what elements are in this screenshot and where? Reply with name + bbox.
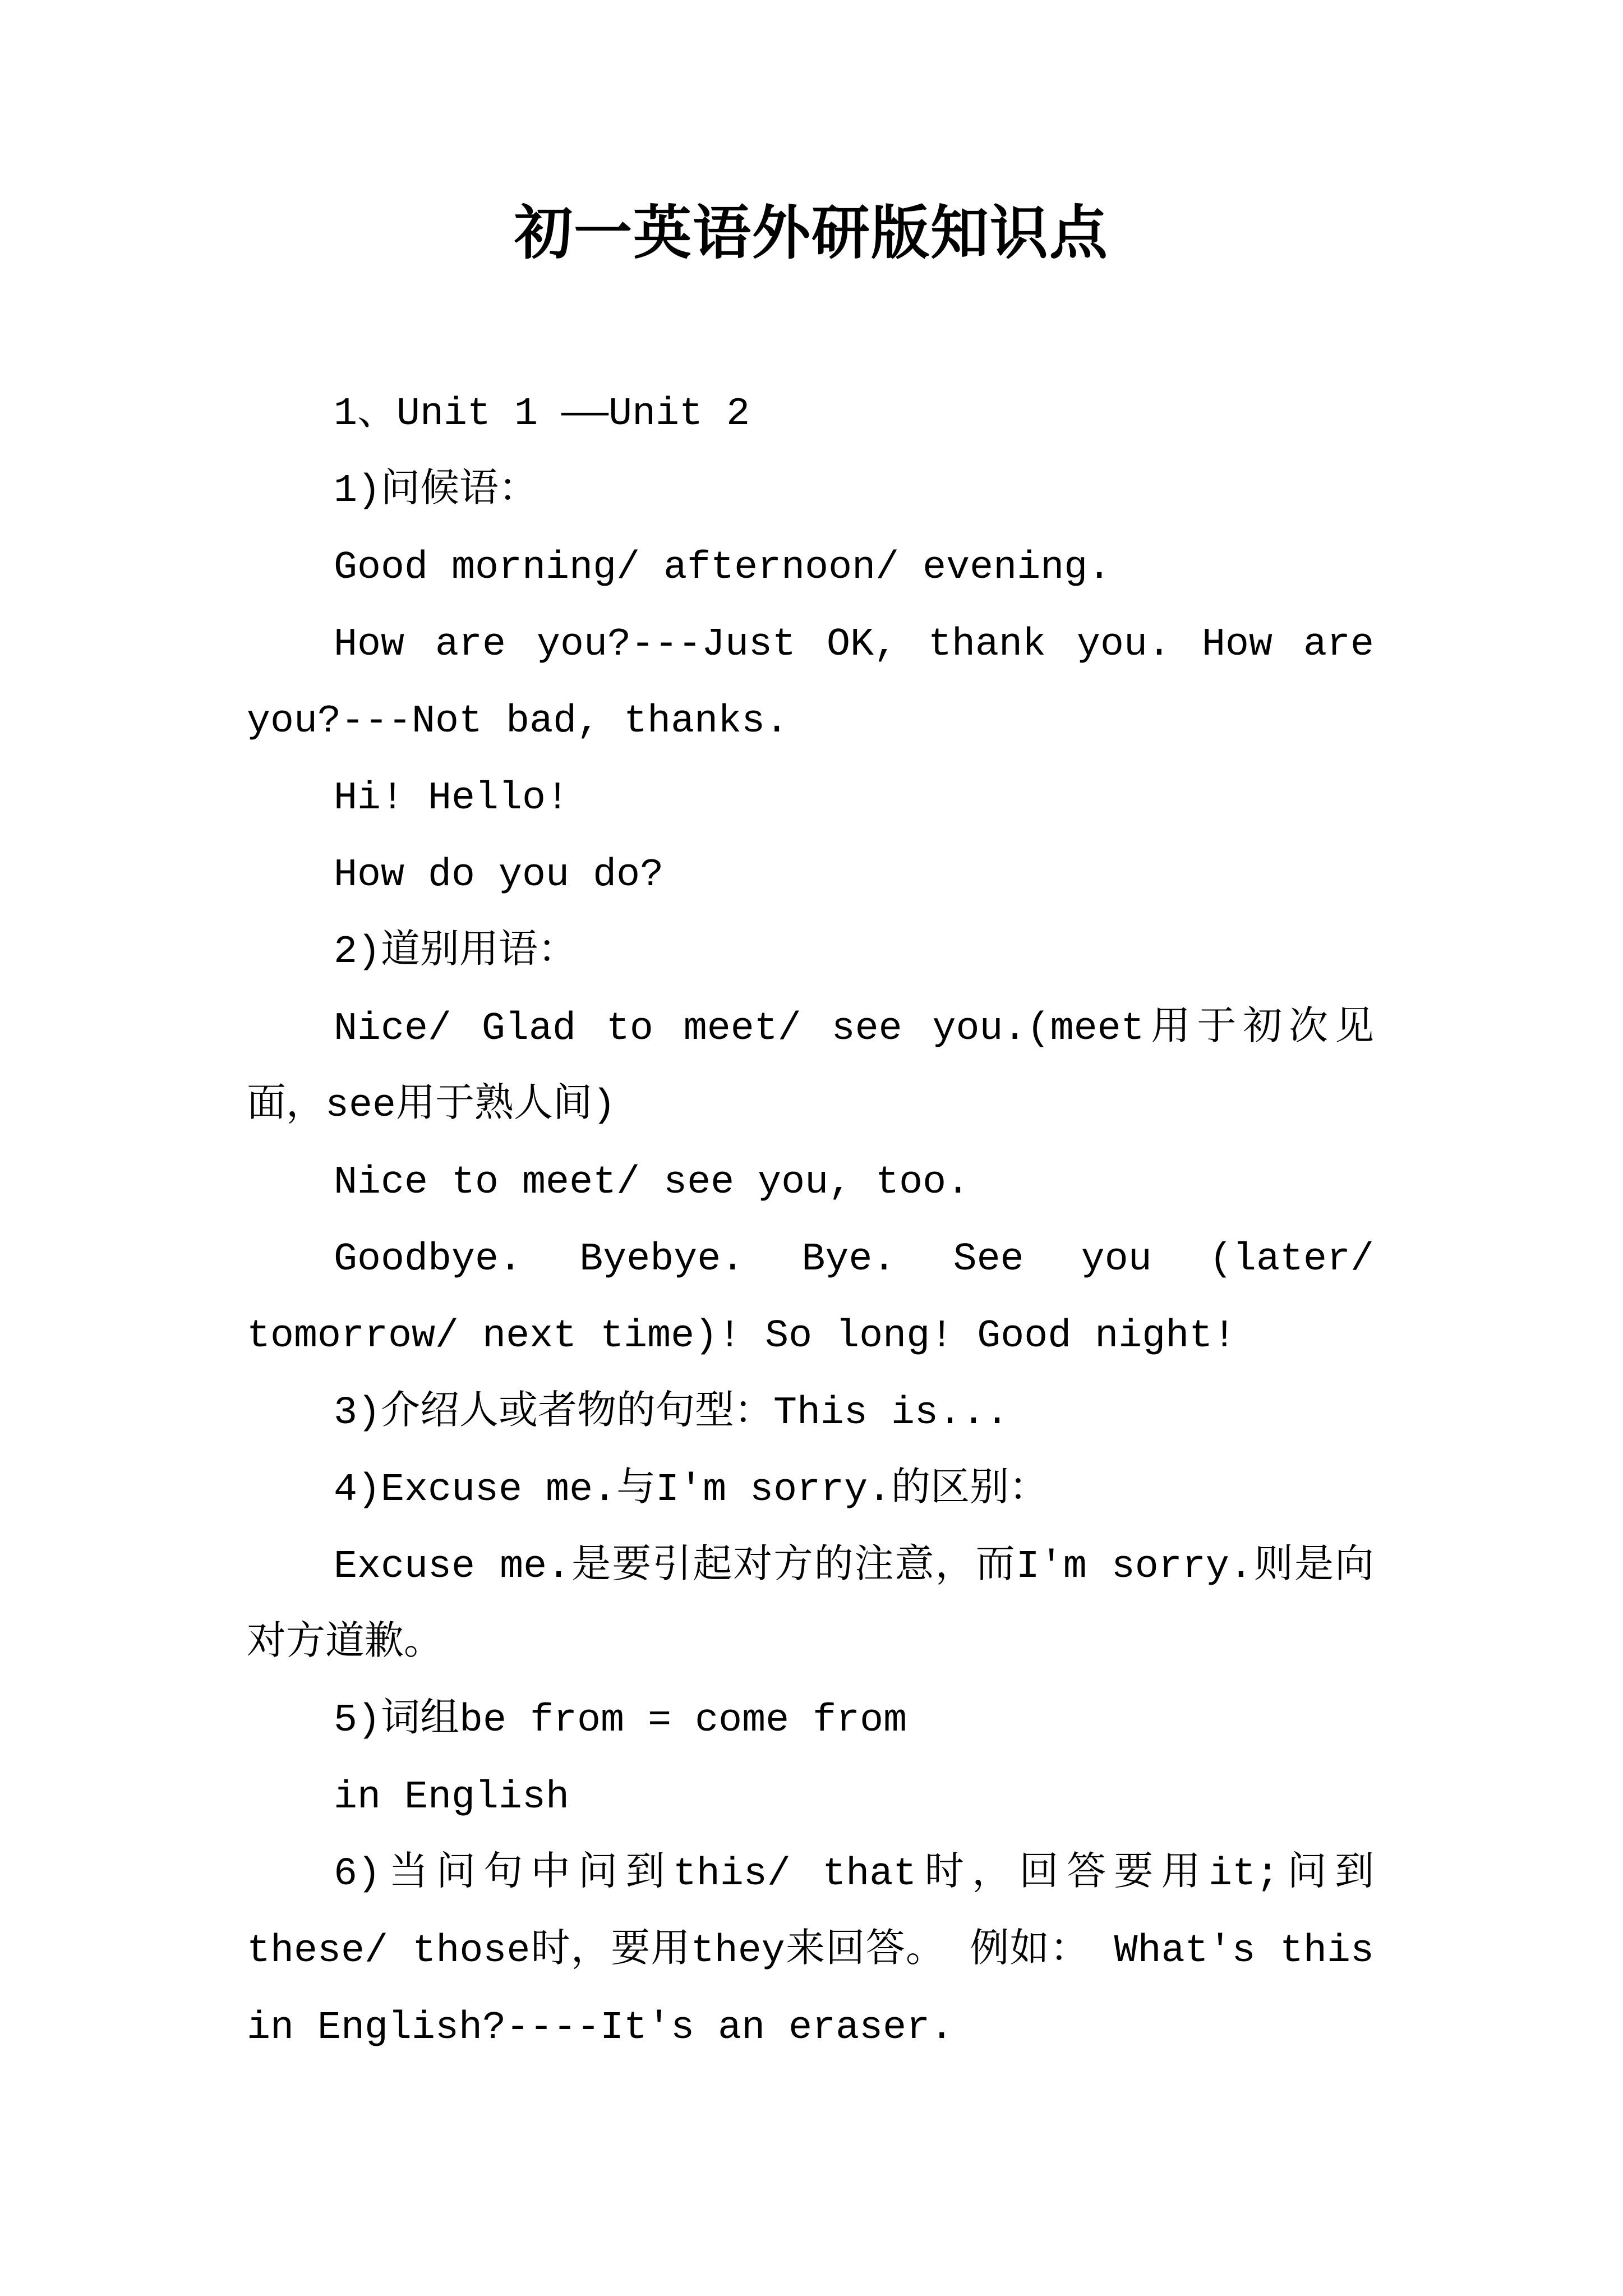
- paragraph-this-that-it-they: 6)当问句中问到this/ that时，回答要用it;问到these/ those时，要用they来回答。 例如： What's this in English?----It's an eraser.: [247, 1852, 1374, 2050]
- subheading-be-from: 5)词组be from = come from: [334, 1699, 907, 1743]
- document-title: 初一英语外研版知识点: [514, 198, 1109, 267]
- paragraph-goodbye: Goodbye. Byebye. Bye. See you (later/ tomorrow/ next time)! So long! Good night!: [247, 1237, 1374, 1359]
- subheading-excuse-me-vs-sorry: 4)Excuse me.与I'm sorry.的区别：: [334, 1468, 1049, 1512]
- subheading-farewells: 2)道别用语：: [334, 930, 578, 974]
- section-heading-unit: 1、Unit 1 ——Unit 2: [334, 392, 750, 436]
- paragraph-in-english: in English: [334, 1775, 570, 1820]
- paragraph-how-do-you-do: How do you do?: [334, 853, 664, 898]
- subheading-greetings: 1)问候语：: [334, 469, 538, 513]
- paragraph-nice-to-meet: Nice/ Glad to meet/ see you.(meet用于初次见面，see用于熟人间): [247, 1007, 1374, 1128]
- paragraph-hi-hello: Hi! Hello!: [334, 776, 570, 821]
- subheading-introductions: 3)介绍人或者物的句型：This is...: [334, 1391, 1009, 1435]
- paragraph-how-are-you: How are you?---Just OK, thank you. How are you?---Not bad, thanks.: [247, 623, 1374, 744]
- document-body: [247, 376, 1374, 2067]
- paragraph-greeting-times: Good morning/ afternoon/ evening.: [334, 546, 1112, 590]
- paragraph-excuse-me-explanation: Excuse me.是要引起对方的注意，而I'm sorry.则是向对方道歉。: [247, 1545, 1374, 1666]
- paragraph-nice-to-meet-too: Nice to meet/ see you, too.: [334, 1161, 970, 1205]
